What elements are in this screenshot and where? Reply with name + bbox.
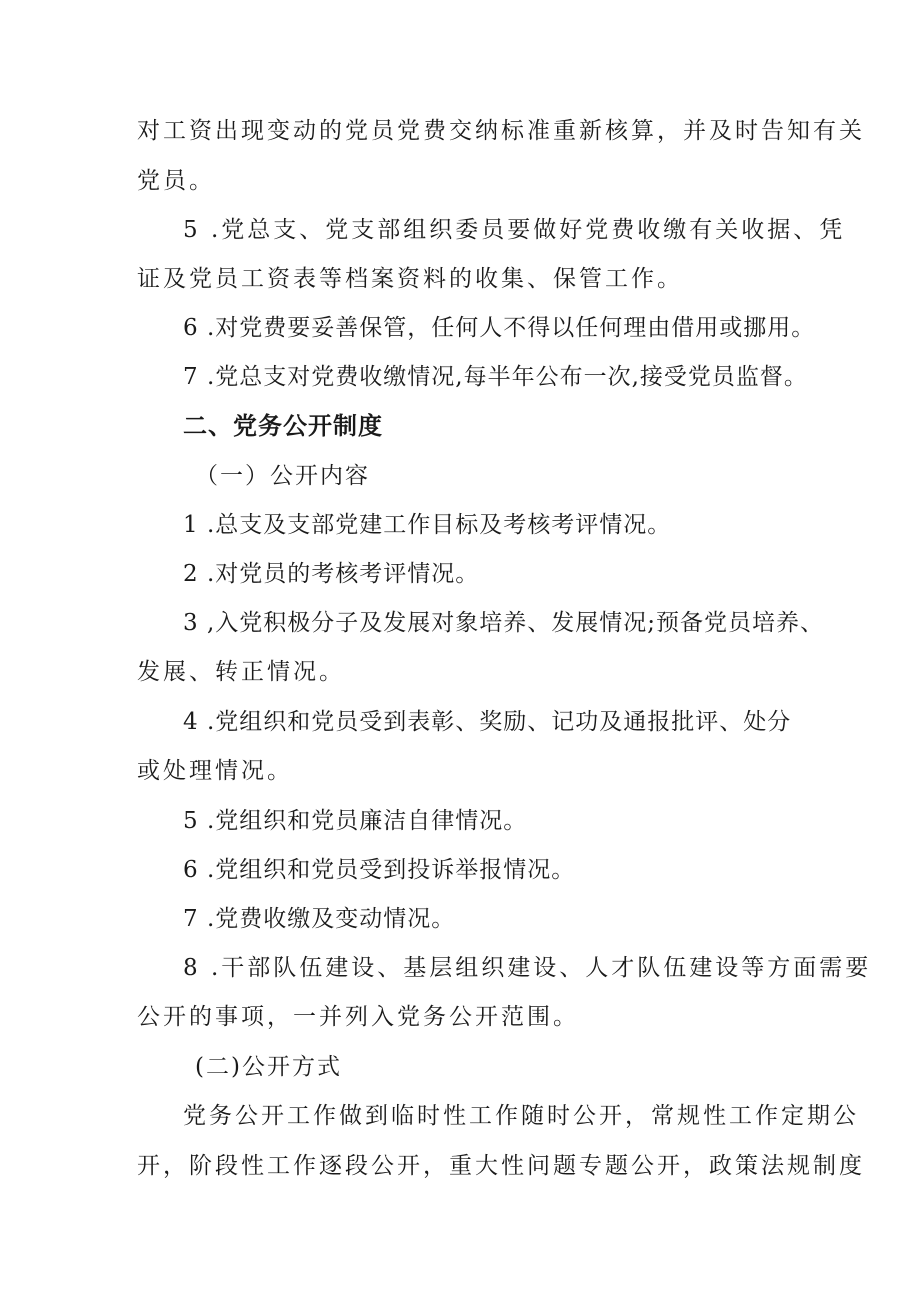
list-item-line: 6 .对党费要妥善保管，任何人不得以任何理由借用或挪用。 (183, 315, 816, 341)
section-heading: 二、党务公开制度 (183, 411, 383, 440)
list-item-line: 2 .对党员的考核考评情况。 (183, 561, 480, 587)
paragraph-line: 或处理情况。 (137, 758, 293, 784)
list-item-line: 8 .干部队伍建设、基层组织建设、人才队伍建设等方面需要 (183, 955, 872, 981)
list-item-line: 7 .党总支对党费收缴情况,每半年公布一次,接受党员监督。 (183, 364, 808, 390)
list-item-line: 5 .党总支、党支部组织委员要做好党费收缴有关收据、凭 (183, 217, 846, 243)
list-item-line: 1 .总支及支部党建工作目标及考核考评情况。 (183, 512, 672, 538)
paragraph-line: 对工资出现变动的党员党费交纳标准重新核算，并及时告知有关 (137, 118, 865, 144)
subsection-heading: (二)公开方式 (195, 1054, 342, 1080)
paragraph-line: 党务公开工作做到临时性工作随时公开，常规性工作定期公 (183, 1103, 859, 1129)
list-item-line: 7 .党费收缴及变动情况。 (183, 906, 456, 932)
paragraph-line: 党员。 (137, 168, 215, 194)
list-item-line: 6 .党组织和党员受到投诉举报情况。 (183, 857, 576, 883)
list-item-line: 5 .党组织和党员廉洁自律情况。 (183, 808, 528, 834)
subsection-heading: （一）公开内容 (195, 463, 370, 489)
paragraph-line: 公开的事项，一并列入党务公开范围。 (137, 1004, 579, 1030)
paragraph-line: 证及党员工资表等档案资料的收集、保管工作。 (137, 266, 683, 292)
list-item-line: 4 .党组织和党员受到表彰、奖励、记功及通报批评、处分 (183, 709, 792, 735)
paragraph-line: 发展、转正情况。 (137, 659, 345, 685)
paragraph-line: 开，阶段性工作逐段公开，重大性问题专题公开，政策法规制度 (137, 1153, 865, 1179)
list-item-line: 3 ,入党积极分子及发展对象培养、发展情况;预备党员培养、 (183, 610, 825, 636)
